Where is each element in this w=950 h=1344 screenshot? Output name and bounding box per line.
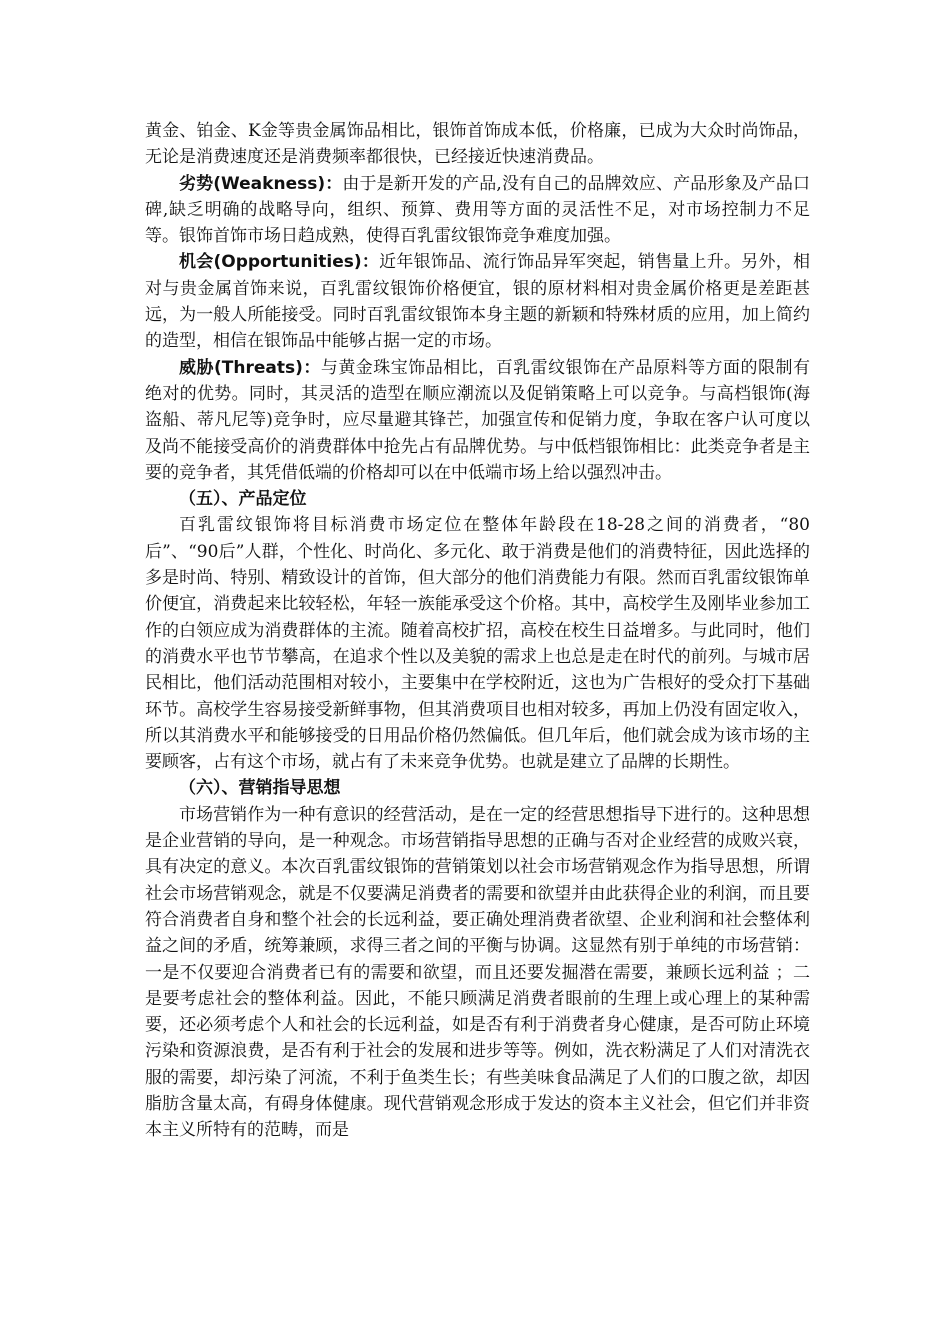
- section-5-heading: （五）、产品定位: [179, 489, 307, 510]
- opportunities-label: 机会(Opportunities)：: [179, 252, 380, 273]
- section-6-text: 市场营销作为一种有意识的经营活动，是在一定的经营思想指导下进行的。这种思想是企业营销的导向，是一种观念。市场营销指导思想的正确与否对企业经营的成败兴衰，具有决定的意义。本次百乳雷纹银饰的营销策划以社会市场营销观念作为指导思想，所谓社会市场营销观念，就是不仅要满足消费者的需要和欲望并由此获得企业的利润，而且要符合消费者自身和整个社会的长远利益，要正确处理消费者欲望、企业利润和社会整体利益之间的矛盾，统筹兼顾，求得三者之间的平衡与协调。这显然有别于单纯的市场营销：一是不仅要迎合消费者已有的需要和欲望，而且还要发掘潜在需要，兼顾长远利益 ；二是要考虑社会的整体利益。因此，不能只顾满足消费者眼前的生理上或心理上的某种需要，还必须考虑个人和社会的长远利益，如是否有利于消费者身心健康，是否可防止环境污染和资源浪费，是否有利于社会的发展和进步等等。例如，洗衣粉满足了人们对清洗衣服的需要，却污染了河流，不利于鱼类生长；有些美味食品满足了人们的口腹之欲，却因脂肪含量太高，有碍身体健康。现代营销观念形成于发达的资本主义社会，但它们并非资本主义所特有的范畴，而是: [145, 804, 810, 1141]
- document-page: [145, 118, 810, 1144]
- opportunities-text: 近年银饰品、流行饰品异军突起，销售量上升。另外，相对与贵金属首饰来说，百乳雷纹银饰价格便宜，银的原材料相对贵金属价格更是差距甚远，为一般人所能接受。同时百乳雷纹银饰本身主题的新颖和特殊材质的应用，加上简约的造型，相信在银饰品中能够占据一定的市场。: [145, 252, 811, 352]
- intro-paragraph: [145, 118, 810, 171]
- opportunities-paragraph: [145, 249, 810, 354]
- section-5-paragraph: [145, 512, 810, 775]
- threats-text: 与黄金珠宝饰品相比，百乳雷纹银饰在产品原料等方面的限制有绝对的优势。同时，其灵活的造型在顺应潮流以及促销策略上可以竞争。与高档银饰(海盗船、蒂凡尼等)竞争时，应尽量避其锋芒，加强宣传和促销力度，争取在客户认可度以及尚不能接受高价的消费群体中抢先占有品牌优势。与中低档银饰相比：此类竞争者是主要的竞争者，其凭借低端的价格却可以在中低端市场上给以强烈冲击。: [145, 357, 811, 483]
- weakness-text: 由于是新开发的产品,没有自己的品牌效应、产品形象及产品口碑,缺乏明确的战略导向，组织、预算、费用等方面的灵活性不足，对市场控制力不足等。银饰首饰市场日趋成熟，使得百乳雷纹银饰竞争难度加强。: [145, 173, 810, 247]
- intro-text: 黄金、铂金、K金等贵金属饰品相比，银饰首饰成本低，价格廉，已成为大众时尚饰品，无论是消费速度还是消费频率都很快，已经接近快速消费品。: [145, 121, 810, 168]
- threats-paragraph: [145, 355, 810, 486]
- weakness-label: 劣势(Weakness)：: [179, 173, 343, 194]
- threats-label: 威胁(Threats)：: [179, 357, 321, 378]
- section-5-text: 百乳雷纹银饰将目标消费市场定位在整体年龄段在18-28之间的消费者，“80后”、“90后”人群，个性化、时尚化、多元化、敢于消费是他们的消费特征，因此选择的多是时尚、特别、精致设计的首饰，但大部分的他们消费能力有限。然而百乳雷纹银饰单价便宜，消费起来比较轻松，年轻一族能承受这个价格。其中，高校学生及刚毕业参加工作的白领应成为消费群体的主流。随着高校扩招，高校在校生日益增多。与此同时，他们的消费水平也节节攀高，在追求个性以及美貌的需求上也总是走在时代的前列。与城市居民相比，他们活动范围相对较小，主要集中在学校附近，这也为广告根好的受众打下基础环节。高校学生容易接受新鲜事物，但其消费项目也相对较多，再加上仍没有固定收入，所以其消费水平和能够接受的日用品价格仍然偏低。但几年后，他们就会成为该市场的主要顾客，占有这个市场，就占有了未来竞争优势。也就是建立了品牌的长期性。: [145, 515, 810, 773]
- section-6-heading: （六）、营销指导思想: [179, 778, 341, 799]
- weakness-paragraph: [145, 171, 810, 250]
- section-6-paragraph: [145, 802, 810, 1144]
